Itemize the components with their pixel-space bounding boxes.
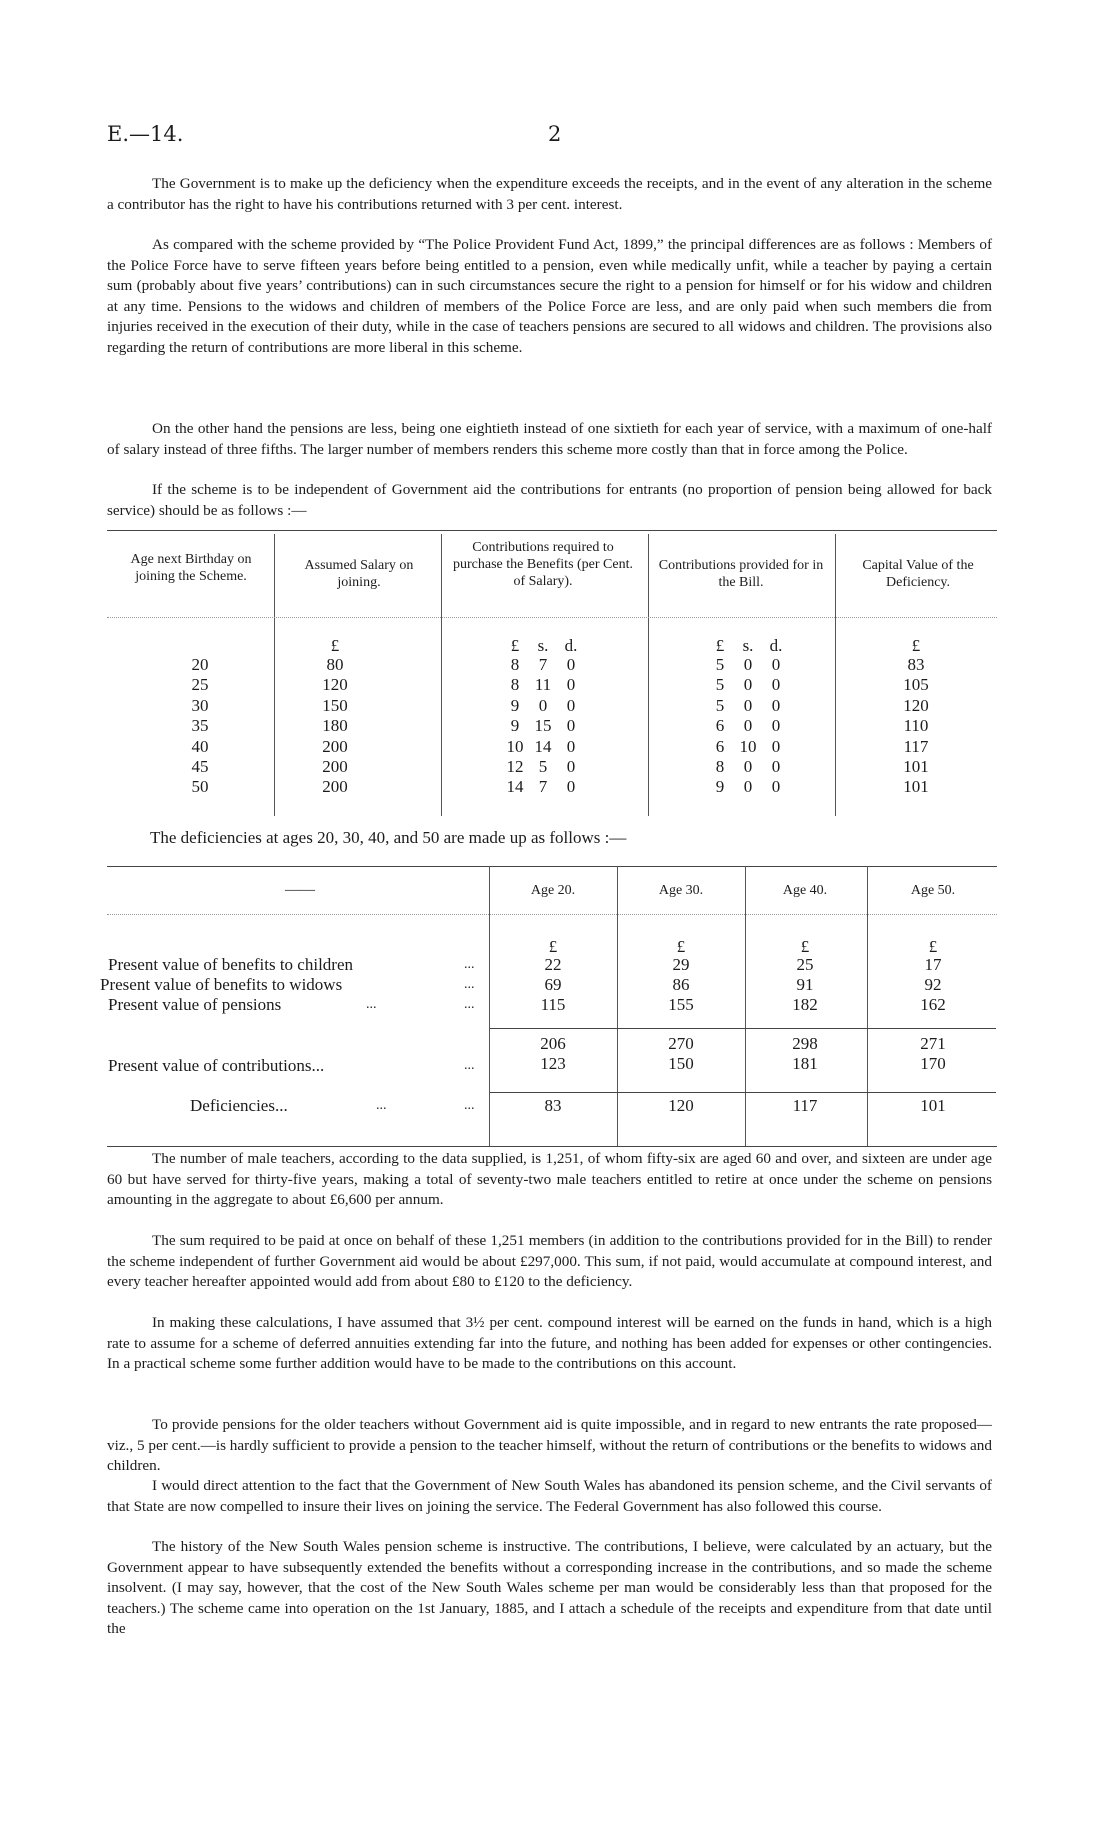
unit-req-shilling: s. [537,636,549,655]
col-age-20: Age 20. [530,883,576,898]
age-cell: 40 [191,736,209,756]
age-cell: 45 [191,757,209,776]
salary-cell: 200 [322,777,348,797]
req-shilling-cell: 0 [538,695,548,715]
capital-cell: 105 [903,675,929,695]
table1-row [0,696,1114,716]
salary-cell: 200 [322,757,348,776]
pound-unit-col-3: £ [800,937,810,956]
unit-prov-pence: d. [769,636,783,655]
req-pence-cell: 0 [566,655,576,674]
deficiencies-label: Deficiencies... [190,1096,288,1115]
prov-shilling-cell: 0 [743,655,753,674]
deficiency-row-label: Present value of benefits to widows [100,975,343,994]
document-code: E.—14. [107,122,184,146]
intro-paragraph-4: If the scheme is to be independent of Government aid the contributions for entrants (no proportion of pension being allowed for back service) should be as follows :— [107,481,992,519]
prov-pence-cell: 0 [771,716,781,736]
salary-cell: 180 [322,716,348,736]
req-pence-cell: 0 [566,777,576,797]
salary-cell: 150 [322,695,348,715]
row-3-value-age-col-2: 155 [668,995,694,1014]
deficiency-row-label: Present value of pensions [108,995,282,1014]
req-shilling-cell: 7 [538,655,548,674]
prov-pence-cell: 0 [771,695,781,715]
prov-shilling-cell: 0 [743,716,753,736]
deficiency-rule [490,1092,996,1093]
table1-top-rule [107,530,997,531]
capital-cell: 101 [903,777,929,797]
row-3-value-age-col-4: 162 [920,995,946,1014]
salary-cell: 80 [326,655,344,674]
row-3-value-age-col-1: 115 [540,995,566,1014]
age-cell: 30 [191,695,209,715]
capital-cell: 101 [903,757,929,776]
prov-shilling-cell: 10 [739,736,757,756]
req-pound-cell: 10 [506,736,524,756]
closing-paragraph-6: The history of the New South Wales pension scheme is instructive. The contributions, I believe, were calculated by an actuary, but the Government appear to have subsequently extended the benefits without a corresponding increase in the contributions, and so made the scheme insolvent. (I may say, however, that the cost of the New South Wales scheme per man would be considerably less than that proposed for the teachers.) The scheme came into operation on the 1st January, 1885, and I attach a schedule of the receipts and expenditure from that date until the [107,1538,992,1637]
table1-row [0,737,1114,757]
prov-shilling-cell: 0 [743,777,753,797]
req-shilling-cell: 14 [534,736,552,756]
row-2-value-age-col-2: 86 [672,975,690,994]
prov-pence-cell: 0 [771,757,781,776]
table1-header-rule [107,617,997,618]
intro-paragraph-3: On the other hand the pensions are less, being one eightieth instead of one sixtieth for each year of service, with a maximum of one-half of salary instead of three fifths. The larger number of members renders this scheme more costly than that in force among the Police. [107,420,992,458]
closing-paragraph-5: I would direct attention to the fact that the Government of New South Wales has abandoned its pension scheme, and the Civil servants of that State are now compelled to insure their lives on joining the service. The Federal Government has also followed this course. [107,1477,992,1515]
unit-salary: £ [330,636,340,655]
capital-cell: 83 [907,655,925,674]
header-age: Age next Birthday on joining the Scheme. [130,552,252,584]
unit-req-pound: £ [510,636,520,655]
subtotal-age-col-1: 206 [540,1034,566,1053]
prov-pence-cell: 0 [771,655,781,674]
closing-paragraph-3: In making these calculations, I have assumed that 3½ per cent. compound interest will be earned on the funds in hand, which is a high rate to assume for a scheme of deferred annuities extending far into the future, and nothing has been added for expenses or other contingencies. In a practical scheme some further addition would have to be made to the contributions on this account. [107,1314,992,1372]
header-provided: Contributions provided for in the Bill. [658,558,824,590]
header-capital: Capital Value of the Deficiency. [862,558,974,590]
prov-pound-cell: 5 [715,655,725,674]
prov-pence-cell: 0 [771,777,781,797]
col-age-40: Age 40. [782,883,828,898]
pound-unit-col-4: £ [928,937,938,956]
prov-pound-cell: 6 [715,736,725,756]
req-pence-cell: 0 [566,716,576,736]
req-pence-cell: 0 [566,757,576,776]
prov-pound-cell: 5 [715,675,725,695]
table1-row [0,675,1114,695]
table2-divider-2 [617,866,618,1146]
contributions-age-col-3: 181 [792,1054,818,1073]
subtotal-age-col-4: 271 [920,1034,946,1053]
prov-pound-cell: 5 [715,695,725,715]
row-2-value-age-col-4: 92 [924,975,942,994]
req-pence-cell: 0 [566,695,576,715]
leader-dots: ... [376,1098,387,1113]
table2-divider-4 [867,866,868,1146]
prov-pound-cell: 6 [715,716,725,736]
capital-cell: 110 [903,716,929,736]
page-number: 2 [548,122,562,146]
intro-paragraph-2: As compared with the scheme provided by “The Police Provident Fund Act, 1899,” the principal differences are as follows : Members of the Police Force have to serve fifteen years before being entitled to a pension, even while medically unfit, while a teacher by paying a certain sum (probably about five years’ contributions) can in such circumstances secure the right to a pension for himself or for his widow and children at any time. Pensions to the widows and children of members of the Police Force are less, and are only paid when such members die from injuries received in the execution of their duty, while in the case of teachers pensions are secured to all widows and children. The provisions also regarding the return of contributions are more liberal in this scheme. [107,236,992,356]
subtotal-age-col-2: 270 [668,1034,694,1053]
subtotal-age-col-3: 298 [792,1034,818,1053]
contributions-age-col-1: 123 [540,1054,566,1073]
deficiency-age-col-2: 120 [668,1096,694,1115]
salary-cell: 200 [322,736,348,756]
age-cell: 25 [191,675,209,695]
leader-dots: ... [464,997,475,1012]
leader-dots: ... [464,977,475,992]
row-1-value-age-col-3: 25 [796,955,814,974]
row-1-value-age-col-1: 22 [544,955,562,974]
req-pound-cell: 9 [510,716,520,736]
age-cell: 35 [191,716,209,736]
salary-cell: 120 [322,675,348,695]
contributions-age-col-4: 170 [920,1054,946,1073]
deficiency-row-label: Present value of benefits to children [108,955,354,974]
prov-pence-cell: 0 [771,736,781,756]
leader-dots: ... [464,1058,475,1073]
unit-prov-pound: £ [715,636,725,655]
req-pound-cell: 12 [506,757,524,776]
req-pound-cell: 14 [506,777,524,797]
pound-unit-col-2: £ [676,937,686,956]
req-pence-cell: 0 [566,736,576,756]
table2-divider-3 [745,866,746,1146]
age-cell: 50 [191,777,209,797]
contributions-label: Present value of contributions... [108,1056,325,1075]
contributions-age-col-2: 150 [668,1054,694,1073]
prov-pence-cell: 0 [771,675,781,695]
table2-bottom-rule [107,1146,997,1147]
closing-paragraph-4: To provide pensions for the older teachers without Government aid is quite impossible, and in regard to new entrants the rate proposed—viz., 5 per cent.—is hardly sufficient to provide a pension to the teacher himself, without the return of contributions or the benefits to widows and children. [107,1416,992,1474]
closing-paragraph-2: The sum required to be paid at once on behalf of these 1,251 members (in addition to the contributions provided for in the Bill) to render the scheme independent of further Government aid would be about £297,000. This sum, if not paid, would accumulate at compound interest, and every teacher hereafter appointed would add from about £80 to £120 to the deficiency. [107,1232,992,1290]
deficiency-age-col-3: 117 [792,1096,818,1115]
row-3-value-age-col-3: 182 [792,995,818,1014]
table2-top-rule [107,866,997,867]
req-shilling-cell: 15 [534,716,552,736]
header-required: Contributions required to purchase the Benefits (per Cent. of Salary). [453,540,633,589]
table2-divider-1 [489,866,490,1146]
capital-cell: 120 [903,695,929,715]
prov-shilling-cell: 0 [743,675,753,695]
req-pound-cell: 8 [510,675,520,695]
row-1-value-age-col-2: 29 [672,955,690,974]
capital-cell: 117 [903,736,929,756]
row-2-value-age-col-1: 69 [544,975,562,994]
leader-dots: ... [366,997,377,1012]
intro-paragraph-1: The Government is to make up the deficiency when the expenditure exceeds the receipts, and in the event of any alteration in the scheme a contributor has the right to have his contributions returned with 3 per cent. interest. [107,175,992,213]
prov-pound-cell: 9 [715,777,725,797]
subtotal-rule [490,1028,996,1029]
deficiency-caption: The deficiencies at ages 20, 30, 40, and 50 are made up as follows :— [150,828,627,847]
col-age-50: Age 50. [910,883,956,898]
prov-pound-cell: 8 [715,757,725,776]
col-age-30: Age 30. [658,883,704,898]
table1-row [0,757,1114,777]
row-1-value-age-col-4: 17 [924,955,942,974]
closing-paragraph-1: The number of male teachers, according to the data supplied, is 1,251, of whom fifty-six are aged 60 and over, and sixteen are under age 60 but have served for thirty-five years, making a total of seventy-two male teachers entitled to retire at once under the scheme on pensions amounting in the aggregate to about £6,600 per annum. [107,1150,992,1208]
deficiency-age-col-1: 83 [544,1096,562,1115]
table2-header-rule [107,914,997,915]
row-2-value-age-col-3: 91 [796,975,814,994]
req-shilling-cell: 5 [538,757,548,776]
table1-row [0,716,1114,736]
leader-dots: ... [464,1098,475,1113]
unit-prov-shilling: s. [742,636,754,655]
corner-dash: —— [285,882,315,898]
deficiency-age-col-4: 101 [920,1096,946,1115]
unit-capital: £ [911,636,921,655]
req-shilling-cell: 7 [538,777,548,797]
prov-shilling-cell: 0 [743,695,753,715]
header-salary: Assumed Salary on joining. [304,558,414,590]
req-shilling-cell: 11 [534,675,552,695]
unit-req-pence: d. [564,636,578,655]
prov-shilling-cell: 0 [743,757,753,776]
req-pound-cell: 8 [510,655,520,674]
req-pound-cell: 9 [510,695,520,715]
pound-unit-col-1: £ [548,937,558,956]
age-cell: 20 [191,655,209,674]
table1-row [0,655,1114,675]
table1-row [0,777,1114,797]
req-pence-cell: 0 [566,675,576,695]
leader-dots: ... [464,957,475,972]
